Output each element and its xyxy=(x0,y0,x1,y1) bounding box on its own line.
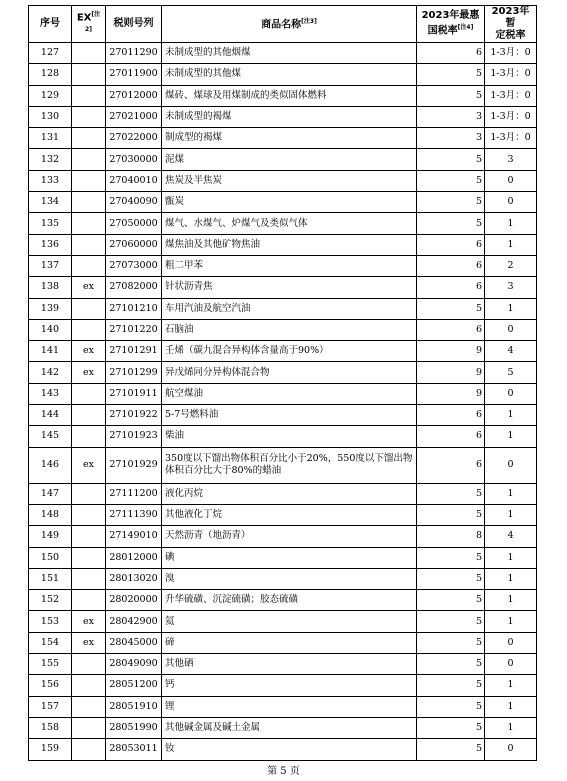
table-row xyxy=(29,632,537,653)
row-ex xyxy=(72,526,106,547)
table-row xyxy=(29,85,537,106)
row-mfn-rate: 5 xyxy=(417,483,485,504)
row-temporary-rate: 3 xyxy=(485,149,537,170)
row-tariff-code: 27101220 xyxy=(106,319,162,340)
row-mfn-rate: 5 xyxy=(417,568,485,589)
table-row xyxy=(29,696,537,717)
table-row xyxy=(29,277,537,298)
table-row xyxy=(29,106,537,127)
row-temporary-rate: 1-3月：0 xyxy=(485,106,537,127)
row-ex xyxy=(72,298,106,319)
table-row xyxy=(29,234,537,255)
row-tariff-code: 28013020 xyxy=(106,568,162,589)
row-mfn-rate: 5 xyxy=(417,149,485,170)
row-temporary-rate: 1 xyxy=(485,611,537,632)
row-tariff-code: 28042900 xyxy=(106,611,162,632)
row-temporary-rate: 1 xyxy=(485,547,537,568)
row-mfn-rate: 9 xyxy=(417,341,485,362)
table-row xyxy=(29,149,537,170)
table-row xyxy=(29,383,537,404)
table-row xyxy=(29,504,537,525)
row-serial: 158 xyxy=(29,717,72,738)
row-temporary-rate: 4 xyxy=(485,526,537,547)
row-serial: 153 xyxy=(29,611,72,632)
table-row xyxy=(29,568,537,589)
row-serial: 147 xyxy=(29,483,72,504)
row-temporary-rate: 1 xyxy=(485,426,537,447)
table-row xyxy=(29,192,537,213)
row-ex xyxy=(72,192,106,213)
row-product-name: 异戊烯同分异构体混合物 xyxy=(162,362,417,383)
row-mfn-rate: 5 xyxy=(417,504,485,525)
header-product-name: 商品名称[注3] xyxy=(162,6,417,43)
row-ex xyxy=(72,426,106,447)
row-tariff-code: 28049090 xyxy=(106,654,162,675)
row-mfn-rate: 3 xyxy=(417,106,485,127)
row-mfn-rate: 5 xyxy=(417,632,485,653)
row-mfn-rate: 3 xyxy=(417,128,485,149)
row-ex: ex xyxy=(72,277,106,298)
row-tariff-code: 27011290 xyxy=(106,43,162,64)
row-product-name: 未制成型的其他煤 xyxy=(162,64,417,85)
table-row xyxy=(29,526,537,547)
row-mfn-rate: 5 xyxy=(417,739,485,760)
row-temporary-rate: 1-3月：0 xyxy=(485,64,537,85)
row-serial: 157 xyxy=(29,696,72,717)
row-product-name: 钕 xyxy=(162,739,417,760)
row-ex xyxy=(72,654,106,675)
row-product-name: 甑炭 xyxy=(162,192,417,213)
table-row xyxy=(29,213,537,234)
row-temporary-rate: 1 xyxy=(485,234,537,255)
row-product-name: 煤气、水煤气、炉煤气及类似气体 xyxy=(162,213,417,234)
row-ex xyxy=(72,568,106,589)
table-row xyxy=(29,547,537,568)
table-row xyxy=(29,483,537,504)
row-mfn-rate: 5 xyxy=(417,170,485,191)
row-serial: 143 xyxy=(29,383,72,404)
row-temporary-rate: 1-3月：0 xyxy=(485,128,537,149)
row-ex xyxy=(72,255,106,276)
row-tariff-code: 27073000 xyxy=(106,255,162,276)
row-mfn-rate: 6 xyxy=(417,426,485,447)
row-tariff-code: 28020000 xyxy=(106,590,162,611)
row-mfn-rate: 5 xyxy=(417,64,485,85)
row-ex xyxy=(72,739,106,760)
row-temporary-rate: 0 xyxy=(485,383,537,404)
row-tariff-code: 27101291 xyxy=(106,341,162,362)
row-mfn-rate: 5 xyxy=(417,213,485,234)
row-tariff-code: 28012000 xyxy=(106,547,162,568)
header-serial: 序号 xyxy=(29,6,72,43)
row-tariff-code: 27082000 xyxy=(106,277,162,298)
row-mfn-rate: 6 xyxy=(417,234,485,255)
row-mfn-rate: 9 xyxy=(417,383,485,404)
row-product-name: 液化丙烷 xyxy=(162,483,417,504)
row-product-name: 350度以下馏出物体积百分比小于20%，550度以下馏出物体积百分比大于80%的蜡油 xyxy=(162,447,417,483)
row-tariff-code: 27101929 xyxy=(106,447,162,483)
row-mfn-rate: 6 xyxy=(417,43,485,64)
row-product-name: 未制成型的其他烟煤 xyxy=(162,43,417,64)
row-serial: 133 xyxy=(29,170,72,191)
row-tariff-code: 27111390 xyxy=(106,504,162,525)
header-ex: EX[注2] xyxy=(72,6,106,43)
row-serial: 151 xyxy=(29,568,72,589)
header-row xyxy=(29,6,537,43)
row-ex xyxy=(72,149,106,170)
row-mfn-rate: 6 xyxy=(417,319,485,340)
row-tariff-code: 28051200 xyxy=(106,675,162,696)
row-tariff-code: 27040010 xyxy=(106,170,162,191)
row-mfn-rate: 5 xyxy=(417,298,485,319)
header-tariff-code: 税则号列 xyxy=(106,6,162,43)
row-serial: 159 xyxy=(29,739,72,760)
table-row xyxy=(29,654,537,675)
row-serial: 132 xyxy=(29,149,72,170)
table-row xyxy=(29,298,537,319)
row-serial: 145 xyxy=(29,426,72,447)
row-tariff-code: 27101299 xyxy=(106,362,162,383)
row-tariff-code: 27101210 xyxy=(106,298,162,319)
row-ex xyxy=(72,170,106,191)
row-tariff-code: 27050000 xyxy=(106,213,162,234)
row-product-name: 碲 xyxy=(162,632,417,653)
row-serial: 146 xyxy=(29,447,72,483)
row-temporary-rate: 1 xyxy=(485,504,537,525)
row-product-name: 粗二甲苯 xyxy=(162,255,417,276)
row-ex xyxy=(72,504,106,525)
row-mfn-rate: 6 xyxy=(417,277,485,298)
row-ex xyxy=(72,106,106,127)
row-temporary-rate: 1 xyxy=(485,696,537,717)
row-serial: 136 xyxy=(29,234,72,255)
row-serial: 150 xyxy=(29,547,72,568)
row-ex xyxy=(72,128,106,149)
row-temporary-rate: 4 xyxy=(485,341,537,362)
row-ex: ex xyxy=(72,362,106,383)
row-tariff-code: 27101922 xyxy=(106,405,162,426)
row-serial: 131 xyxy=(29,128,72,149)
row-tariff-code: 27021000 xyxy=(106,106,162,127)
row-temporary-rate: 1 xyxy=(485,405,537,426)
table-row xyxy=(29,319,537,340)
table-row xyxy=(29,611,537,632)
row-mfn-rate: 5 xyxy=(417,590,485,611)
row-mfn-rate: 5 xyxy=(417,547,485,568)
row-product-name: 5-7号燃料油 xyxy=(162,405,417,426)
row-temporary-rate: 1 xyxy=(485,717,537,738)
row-serial: 154 xyxy=(29,632,72,653)
tariff-document xyxy=(28,5,536,761)
row-product-name: 碘 xyxy=(162,547,417,568)
row-ex xyxy=(72,85,106,106)
row-product-name: 溴 xyxy=(162,568,417,589)
row-mfn-rate: 5 xyxy=(417,654,485,675)
row-mfn-rate: 5 xyxy=(417,717,485,738)
row-serial: 127 xyxy=(29,43,72,64)
page-number: 第 5 页 xyxy=(267,766,300,777)
row-product-name: 锂 xyxy=(162,696,417,717)
row-temporary-rate: 0 xyxy=(485,632,537,653)
header-temporary-rate: 2023年暂 定税率 xyxy=(485,6,537,43)
row-serial: 155 xyxy=(29,654,72,675)
row-product-name: 其他液化丁烷 xyxy=(162,504,417,525)
row-product-name: 壬烯（碳九混合异构体含量高于90%） xyxy=(162,341,417,362)
row-serial: 130 xyxy=(29,106,72,127)
row-product-name: 针状沥青焦 xyxy=(162,277,417,298)
row-temporary-rate: 0 xyxy=(485,319,537,340)
row-ex xyxy=(72,405,106,426)
row-ex xyxy=(72,64,106,85)
row-ex xyxy=(72,675,106,696)
row-ex xyxy=(72,383,106,404)
row-product-name: 制成型的褐煤 xyxy=(162,128,417,149)
row-serial: 142 xyxy=(29,362,72,383)
row-ex xyxy=(72,319,106,340)
row-product-name: 柴油 xyxy=(162,426,417,447)
table-row xyxy=(29,170,537,191)
table-row xyxy=(29,43,537,64)
row-temporary-rate: 3 xyxy=(485,277,537,298)
row-serial: 144 xyxy=(29,405,72,426)
row-product-name: 航空煤油 xyxy=(162,383,417,404)
row-ex: ex xyxy=(72,611,106,632)
row-tariff-code: 27101911 xyxy=(106,383,162,404)
table-row xyxy=(29,362,537,383)
row-temporary-rate: 0 xyxy=(485,447,537,483)
row-temporary-rate: 1 xyxy=(485,590,537,611)
row-tariff-code: 27012000 xyxy=(106,85,162,106)
row-tariff-code: 28051990 xyxy=(106,717,162,738)
row-serial: 152 xyxy=(29,590,72,611)
row-temporary-rate: 1 xyxy=(485,675,537,696)
row-tariff-code: 27022000 xyxy=(106,128,162,149)
row-serial: 140 xyxy=(29,319,72,340)
row-ex xyxy=(72,717,106,738)
row-product-name: 天然沥青（地沥青） xyxy=(162,526,417,547)
row-temporary-rate: 0 xyxy=(485,739,537,760)
row-serial: 129 xyxy=(29,85,72,106)
table-row xyxy=(29,447,537,483)
row-temporary-rate: 1 xyxy=(485,213,537,234)
table-row xyxy=(29,590,537,611)
header-mfn-rate: 2023年最惠 国税率[注4] xyxy=(417,6,485,43)
row-mfn-rate: 6 xyxy=(417,447,485,483)
row-serial: 128 xyxy=(29,64,72,85)
row-product-name: 焦炭及半焦炭 xyxy=(162,170,417,191)
row-tariff-code: 27111200 xyxy=(106,483,162,504)
row-temporary-rate: 1-3月：0 xyxy=(485,43,537,64)
row-mfn-rate: 6 xyxy=(417,405,485,426)
row-tariff-code: 28045000 xyxy=(106,632,162,653)
table-row xyxy=(29,675,537,696)
table-row xyxy=(29,64,537,85)
row-ex xyxy=(72,590,106,611)
table-row xyxy=(29,426,537,447)
row-mfn-rate: 8 xyxy=(417,526,485,547)
row-mfn-rate: 6 xyxy=(417,255,485,276)
row-serial: 149 xyxy=(29,526,72,547)
row-product-name: 升华硫磺、沉淀硫磺；胶态硫磺 xyxy=(162,590,417,611)
row-serial: 135 xyxy=(29,213,72,234)
row-temporary-rate: 1 xyxy=(485,298,537,319)
row-serial: 139 xyxy=(29,298,72,319)
row-tariff-code: 27101923 xyxy=(106,426,162,447)
row-tariff-code: 27149010 xyxy=(106,526,162,547)
table-row xyxy=(29,739,537,760)
row-mfn-rate: 9 xyxy=(417,362,485,383)
row-serial: 138 xyxy=(29,277,72,298)
row-temporary-rate: 2 xyxy=(485,255,537,276)
row-ex xyxy=(72,547,106,568)
row-temporary-rate: 1 xyxy=(485,483,537,504)
table-row xyxy=(29,341,537,362)
row-product-name: 石脑油 xyxy=(162,319,417,340)
row-tariff-code: 27040090 xyxy=(106,192,162,213)
row-product-name: 其他硒 xyxy=(162,654,417,675)
row-ex xyxy=(72,483,106,504)
row-ex xyxy=(72,43,106,64)
row-tariff-code: 27030000 xyxy=(106,149,162,170)
row-temporary-rate: 0 xyxy=(485,170,537,191)
row-ex xyxy=(72,213,106,234)
row-serial: 141 xyxy=(29,341,72,362)
row-product-name: 煤焦油及其他矿物焦油 xyxy=(162,234,417,255)
table-row xyxy=(29,128,537,149)
row-product-name: 泥煤 xyxy=(162,149,417,170)
row-tariff-code: 27060000 xyxy=(106,234,162,255)
row-mfn-rate: 5 xyxy=(417,675,485,696)
row-temporary-rate: 5 xyxy=(485,362,537,383)
row-ex: ex xyxy=(72,632,106,653)
row-serial: 156 xyxy=(29,675,72,696)
table-row xyxy=(29,405,537,426)
row-ex xyxy=(72,696,106,717)
row-product-name: 钙 xyxy=(162,675,417,696)
row-product-name: 其他碱金属及碱土金属 xyxy=(162,717,417,738)
row-product-name: 未制成型的褐煤 xyxy=(162,106,417,127)
row-temporary-rate: 0 xyxy=(485,192,537,213)
table-row xyxy=(29,255,537,276)
row-product-name: 车用汽油及航空汽油 xyxy=(162,298,417,319)
row-ex xyxy=(72,234,106,255)
row-serial: 137 xyxy=(29,255,72,276)
row-tariff-code: 27011900 xyxy=(106,64,162,85)
row-mfn-rate: 5 xyxy=(417,85,485,106)
row-tariff-code: 28053011 xyxy=(106,739,162,760)
row-product-name: 氦 xyxy=(162,611,417,632)
tariff-table xyxy=(28,5,537,761)
row-serial: 134 xyxy=(29,192,72,213)
row-serial: 148 xyxy=(29,504,72,525)
row-ex: ex xyxy=(72,341,106,362)
row-temporary-rate: 1-3月：0 xyxy=(485,85,537,106)
row-mfn-rate: 5 xyxy=(417,611,485,632)
row-mfn-rate: 5 xyxy=(417,192,485,213)
row-temporary-rate: 1 xyxy=(485,568,537,589)
row-mfn-rate: 5 xyxy=(417,696,485,717)
row-ex: ex xyxy=(72,447,106,483)
table-row xyxy=(29,717,537,738)
row-tariff-code: 28051910 xyxy=(106,696,162,717)
row-product-name: 煤砖、煤球及用煤制成的类似固体燃料 xyxy=(162,85,417,106)
row-temporary-rate: 0 xyxy=(485,654,537,675)
